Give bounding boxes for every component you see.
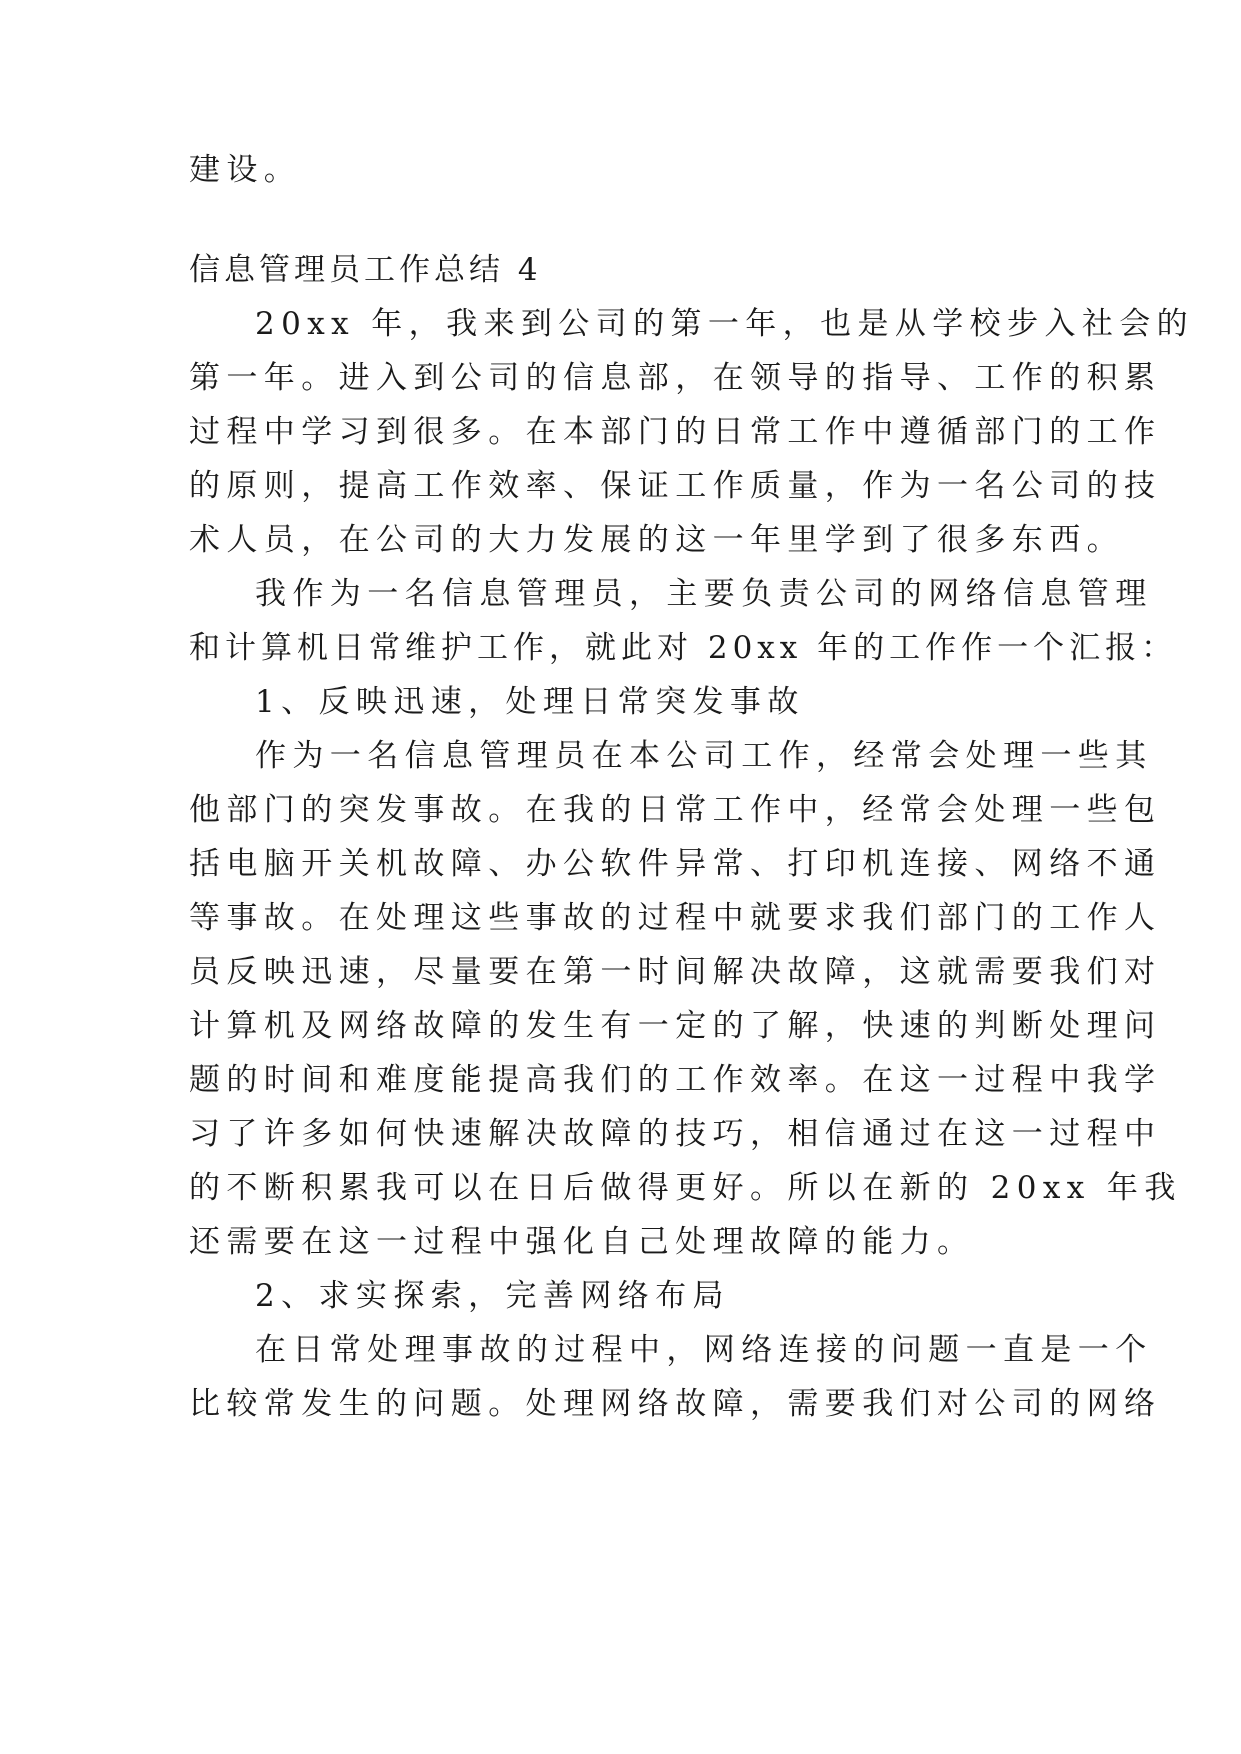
paragraph-line: 员反映迅速，尽量要在第一时间解决故障，这就需要我们对 — [189, 954, 1162, 990]
paragraph-line: 在日常处理事故的过程中，网络连接的问题一直是一个 — [255, 1332, 1153, 1368]
paragraph-line: 我作为一名信息管理员，主要负责公司的网络信息管理 — [255, 576, 1153, 612]
paragraph-line: 和计算机日常维护工作，就此对 20xx 年的工作作一个汇报： — [189, 630, 1178, 666]
paragraph-line: 第一年。进入到公司的信息部，在领导的指导、工作的积累 — [189, 360, 1162, 396]
subheading-2: 2、求实探索，完善网络布局 — [255, 1278, 730, 1314]
paragraph-line: 20xx 年，我来到公司的第一年，也是从学校步入社会的 — [255, 306, 1195, 342]
paragraph-line: 比较常发生的问题。处理网络故障，需要我们对公司的网络 — [189, 1386, 1162, 1422]
paragraph-line: 括电脑开关机故障、办公软件异常、打印机连接、网络不通 — [189, 846, 1162, 882]
paragraph-line: 他部门的突发事故。在我的日常工作中，经常会处理一些包 — [189, 792, 1162, 828]
paragraph-line: 习了许多如何快速解决故障的技巧，相信通过在这一过程中 — [189, 1116, 1162, 1152]
paragraph-line: 作为一名信息管理员在本公司工作，经常会处理一些其 — [255, 738, 1153, 774]
paragraph-line: 的原则，提高工作效率、保证工作质量，作为一名公司的技 — [189, 468, 1162, 504]
paragraph-line: 过程中学习到很多。在本部门的日常工作中遵循部门的工作 — [189, 414, 1162, 450]
paragraph-line: 还需要在这一过程中强化自己处理故障的能力。 — [189, 1224, 975, 1260]
paragraph-line: 计算机及网络故障的发生有一定的了解，快速的判断处理问 — [189, 1008, 1162, 1044]
paragraph-line: 等事故。在处理这些事故的过程中就要求我们部门的工作人 — [189, 900, 1162, 936]
paragraph-line: 术人员，在公司的大力发展的这一年里学到了很多东西。 — [189, 522, 1124, 558]
section-heading: 信息管理员工作总结 4 — [189, 252, 542, 288]
paragraph-line: 的不断积累我可以在日后做得更好。所以在新的 20xx 年我 — [189, 1170, 1182, 1206]
text-line: 建设。 — [189, 152, 302, 188]
paragraph-line: 题的时间和难度能提高我们的工作效率。在这一过程中我学 — [189, 1062, 1162, 1098]
subheading-1: 1、反映迅速，处理日常突发事故 — [255, 684, 805, 720]
